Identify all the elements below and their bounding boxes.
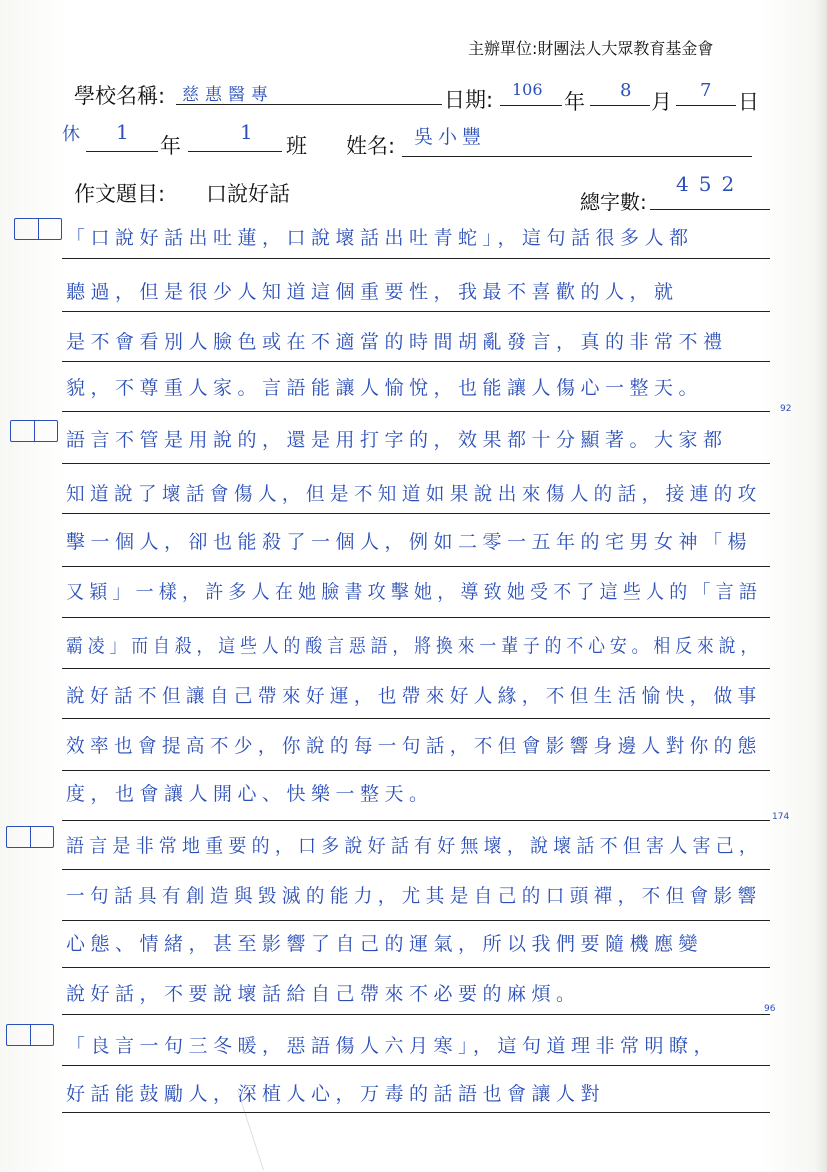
- class-label: 班: [286, 134, 307, 158]
- year-label: 年: [564, 90, 585, 114]
- essay-line: 「良言一句三冬暖，惡語傷人六月寒」，這句道理非常明瞭，: [66, 1035, 719, 1057]
- essay-line: 語言不管是用說的，還是用打字的，效果都十分顯著。大家都: [66, 429, 728, 451]
- year-underline: [500, 105, 562, 106]
- writing-rule: [62, 566, 770, 567]
- writing-rule: [62, 513, 770, 514]
- class-underline: [188, 151, 282, 152]
- topic-value: 口說好話: [206, 182, 290, 206]
- page-edge-shadow: [815, 0, 827, 1172]
- name-value: 吳小豐: [414, 126, 487, 148]
- essay-line: 聽過，但是很少人知道這個重要性，我最不喜歡的人，就: [66, 281, 679, 303]
- margin-count: 96: [764, 1004, 776, 1014]
- writing-rule: [62, 770, 770, 771]
- writing-rule: [62, 718, 770, 719]
- essay-line: 度，也會讓人開心、快樂一整天。: [66, 783, 434, 805]
- essay-line: 霸凌」而自殺，這些人的酸言惡語，將換來一輩子的不心安。相反來說，: [66, 635, 763, 657]
- writing-rule: [62, 1112, 770, 1113]
- essay-line: 說好話不但讓自己帶來好運，也帶來好人緣，不但生活愉快，做事: [66, 685, 762, 707]
- organizer-text: 主辦單位:財團法人大眾教育基金會: [468, 39, 714, 58]
- writing-rule: [62, 1014, 770, 1015]
- school-label: 學校名稱:: [74, 84, 166, 108]
- essay-line: 效率也會提高不少，你說的每一句話，不但會影響身邊人對你的態: [66, 735, 762, 757]
- essay-line: 貌，不尊重人家。言語能讓人愉悅，也能讓人傷心一整天。: [66, 377, 704, 399]
- essay-line: 擊一個人，卻也能殺了一個人，例如二零一五年的宅男女神「楊: [66, 531, 753, 553]
- essay-line: 又穎」一樣，許多人在她臉書攻擊她，導致她受不了這些人的「言語: [66, 581, 763, 603]
- school-value: 慈惠醫專: [182, 85, 274, 105]
- class-prefix: 休: [62, 124, 80, 145]
- date-year: 106: [512, 80, 543, 99]
- date-day: 7: [700, 80, 712, 101]
- essay-line: 一句話具有創造與毀滅的能力，尤其是自己的口頭禪，不但會影響: [66, 885, 762, 907]
- margin-count: 92: [780, 404, 792, 414]
- date-label: 日期:: [444, 88, 494, 112]
- writing-rule: [62, 820, 770, 821]
- writing-rule: [62, 920, 770, 921]
- month-label: 月: [651, 90, 672, 114]
- paragraph-marker-icon: [14, 218, 62, 240]
- margin-count: 174: [772, 812, 790, 822]
- name-underline: [402, 156, 752, 157]
- month-underline: [590, 105, 650, 106]
- paragraph-marker-icon: [10, 420, 58, 442]
- grade-label: 年: [160, 134, 181, 158]
- essay-line: 好話能鼓勵人，深植人心，万毒的話語也會讓人對: [66, 1083, 606, 1105]
- grade-underline: [86, 151, 158, 152]
- class-value: 1: [240, 120, 253, 144]
- essay-line: 語言是非常地重要的，口多說好話有好無壞，說壞話不但害人害己，: [66, 835, 763, 857]
- writing-rule: [62, 668, 770, 669]
- day-label: 日: [738, 90, 759, 114]
- essay-line: 說好話，不要說壞話給自己帶來不必要的麻煩。: [66, 983, 581, 1005]
- writing-rule: [62, 361, 770, 362]
- writing-rule: [62, 869, 770, 870]
- essay-line: 「口說好話出吐蓮，口說壞話出吐青蛇」，這句話很多人都: [66, 227, 694, 249]
- wordcount-label: 總字數:: [580, 190, 647, 214]
- school-underline: [176, 104, 442, 105]
- wordcount-underline: [650, 209, 770, 210]
- paragraph-marker-icon: [6, 826, 54, 848]
- writing-rule: [62, 311, 770, 312]
- paragraph-marker-icon: [6, 1024, 54, 1046]
- name-label: 姓名:: [346, 134, 396, 158]
- writing-rule: [62, 1065, 770, 1066]
- essay-line: 心態、情緒，甚至影響了自己的運氣，所以我們要隨機應變: [66, 933, 704, 955]
- writing-rule: [62, 617, 770, 618]
- essay-line: 知道說了壞話會傷人，但是不知道如果說出來傷人的話，接連的攻: [66, 483, 762, 505]
- writing-rule: [62, 463, 770, 464]
- date-month: 8: [620, 80, 632, 101]
- wordcount-value: 452: [676, 172, 745, 196]
- essay-line: 是不會看別人臉色或在不適當的時間胡亂發言，真的非常不禮: [66, 331, 728, 353]
- day-underline: [676, 105, 736, 106]
- topic-label: 作文題目:: [74, 182, 166, 206]
- writing-rule: [62, 411, 770, 412]
- grade-value: 1: [116, 120, 129, 144]
- writing-rule: [62, 258, 770, 259]
- writing-rule: [62, 967, 770, 968]
